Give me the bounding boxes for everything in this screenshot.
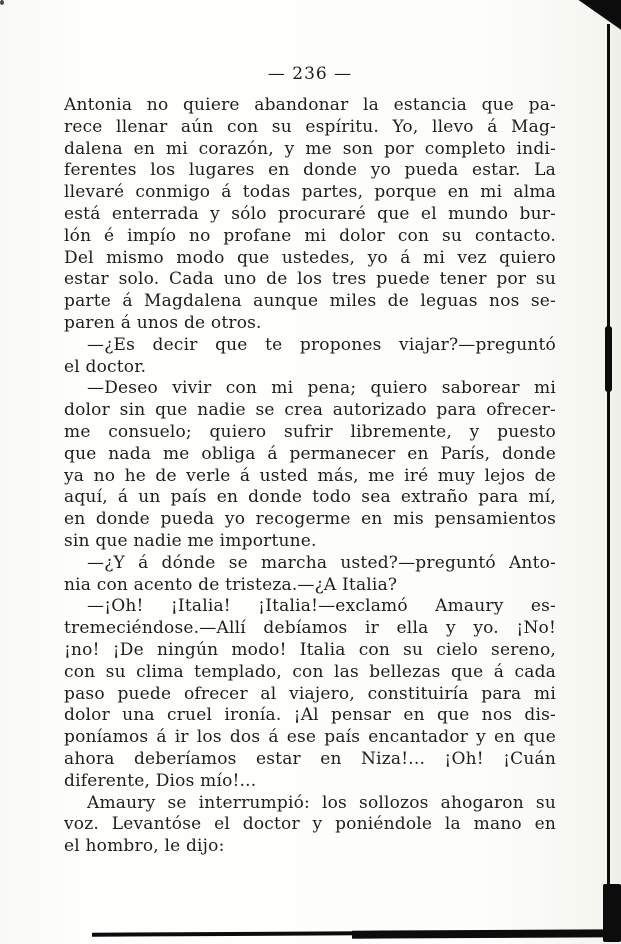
text-line: voz. Levantóse el doctor y poniéndole la mano en bbox=[64, 814, 556, 835]
text-line: con su clima templado, con las bellezas que á cada bbox=[64, 661, 556, 682]
text-line: llevaré conmigo á todas partes, porque en mi alma bbox=[64, 182, 556, 203]
text-line: el hombro, le dijo: bbox=[64, 836, 225, 857]
scan-speck-left bbox=[0, 0, 4, 5]
paragraph bbox=[64, 793, 556, 858]
scan-line-bottom-right bbox=[352, 929, 621, 938]
page-number: — 236 — bbox=[267, 64, 353, 84]
text-line: ya no he de verle á usted más, me iré muy lejos de bbox=[64, 465, 556, 486]
text-line: tremeciéndose.—Allí debíamos ir ella y yo. ¡No! bbox=[64, 618, 556, 639]
text-line: Amaury se interrumpió: los sollozos ahogaron su bbox=[87, 792, 556, 813]
scan-ink-blob-right bbox=[605, 326, 612, 392]
text-line: —¡Oh! ¡Italia! ¡Italia!—exclamó Amaury es- bbox=[87, 596, 556, 617]
text-line: dolor sin que nadie se crea autorizado para ofrecer- bbox=[64, 400, 556, 421]
text-line: aquí, á un país en donde todo sea extraño para mí, bbox=[64, 487, 556, 508]
text-line: —¿Es decir que te propones viajar?—preguntó bbox=[87, 334, 556, 355]
text-line: ferentes los lugares en donde yo pueda estar. La bbox=[64, 160, 556, 181]
text-line: dolor una cruel ironía. ¡Al pensar en que nos dis- bbox=[64, 705, 556, 726]
text-line: dalena en mi corazón, y me son por completo indi- bbox=[64, 138, 556, 159]
text-line: el doctor. bbox=[64, 356, 147, 377]
paragraph bbox=[64, 378, 556, 552]
text-line: ahora deberíamos estar en Niza!... ¡Oh! ¡Cuán bbox=[64, 748, 556, 769]
text-line: poníamos á ir los dos á ese país encantador y en que bbox=[64, 727, 556, 748]
scan-blob-bottom-right bbox=[603, 884, 621, 942]
scan-mark-top-right bbox=[566, 0, 621, 34]
text-line: está enterrada y sólo procuraré que el mundo bur- bbox=[64, 203, 556, 224]
text-line: paso puede ofrecer al viajero, constituiría para mi bbox=[64, 683, 556, 704]
text-line: nia con acento de tristeza.—¿A Italia? bbox=[64, 574, 398, 595]
text-line: diferente, Dios mío!... bbox=[64, 770, 257, 791]
scan-edge-line-right bbox=[607, 24, 610, 920]
paragraph bbox=[64, 596, 556, 792]
text-line: —Deseo vivir con mi pena; quiero saborear mi bbox=[87, 378, 556, 399]
text-line: me consuelo; quiero sufrir libremente, y puesto bbox=[64, 421, 556, 442]
text-line: que nada me obliga á permanecer en París, donde bbox=[64, 443, 556, 464]
paragraph bbox=[64, 335, 556, 379]
paragraph bbox=[64, 95, 556, 335]
text-line: estar solo. Cada uno de los tres puede tener por su bbox=[64, 269, 556, 290]
text-line: en donde pueda yo recogerme en mis pensamientos bbox=[64, 509, 556, 530]
text-line: —¿Y á dónde se marcha usted?—preguntó Anto- bbox=[87, 552, 556, 573]
text-line: lón é impío no profane mi dolor con su contacto. bbox=[64, 225, 556, 246]
text-line: paren á unos de otros. bbox=[64, 312, 262, 333]
text-line: rece llenar aún con su espíritu. Yo, llevo á Mag- bbox=[64, 116, 556, 137]
scan-line-bottom-left bbox=[92, 931, 360, 936]
text-block bbox=[64, 95, 556, 858]
text-line: Del mismo modo que ustedes, yo á mi vez quiero bbox=[64, 247, 556, 268]
text-line: Antonia no quiere abandonar la estancia que pa- bbox=[64, 95, 556, 115]
text-line: sin que nadie me importune. bbox=[64, 530, 317, 551]
text-line: parte á Magdalena aunque miles de leguas nos se- bbox=[64, 291, 556, 312]
paragraph bbox=[64, 553, 556, 597]
text-line: ¡no! ¡De ningún modo! Italia con su cielo sereno, bbox=[64, 639, 556, 660]
